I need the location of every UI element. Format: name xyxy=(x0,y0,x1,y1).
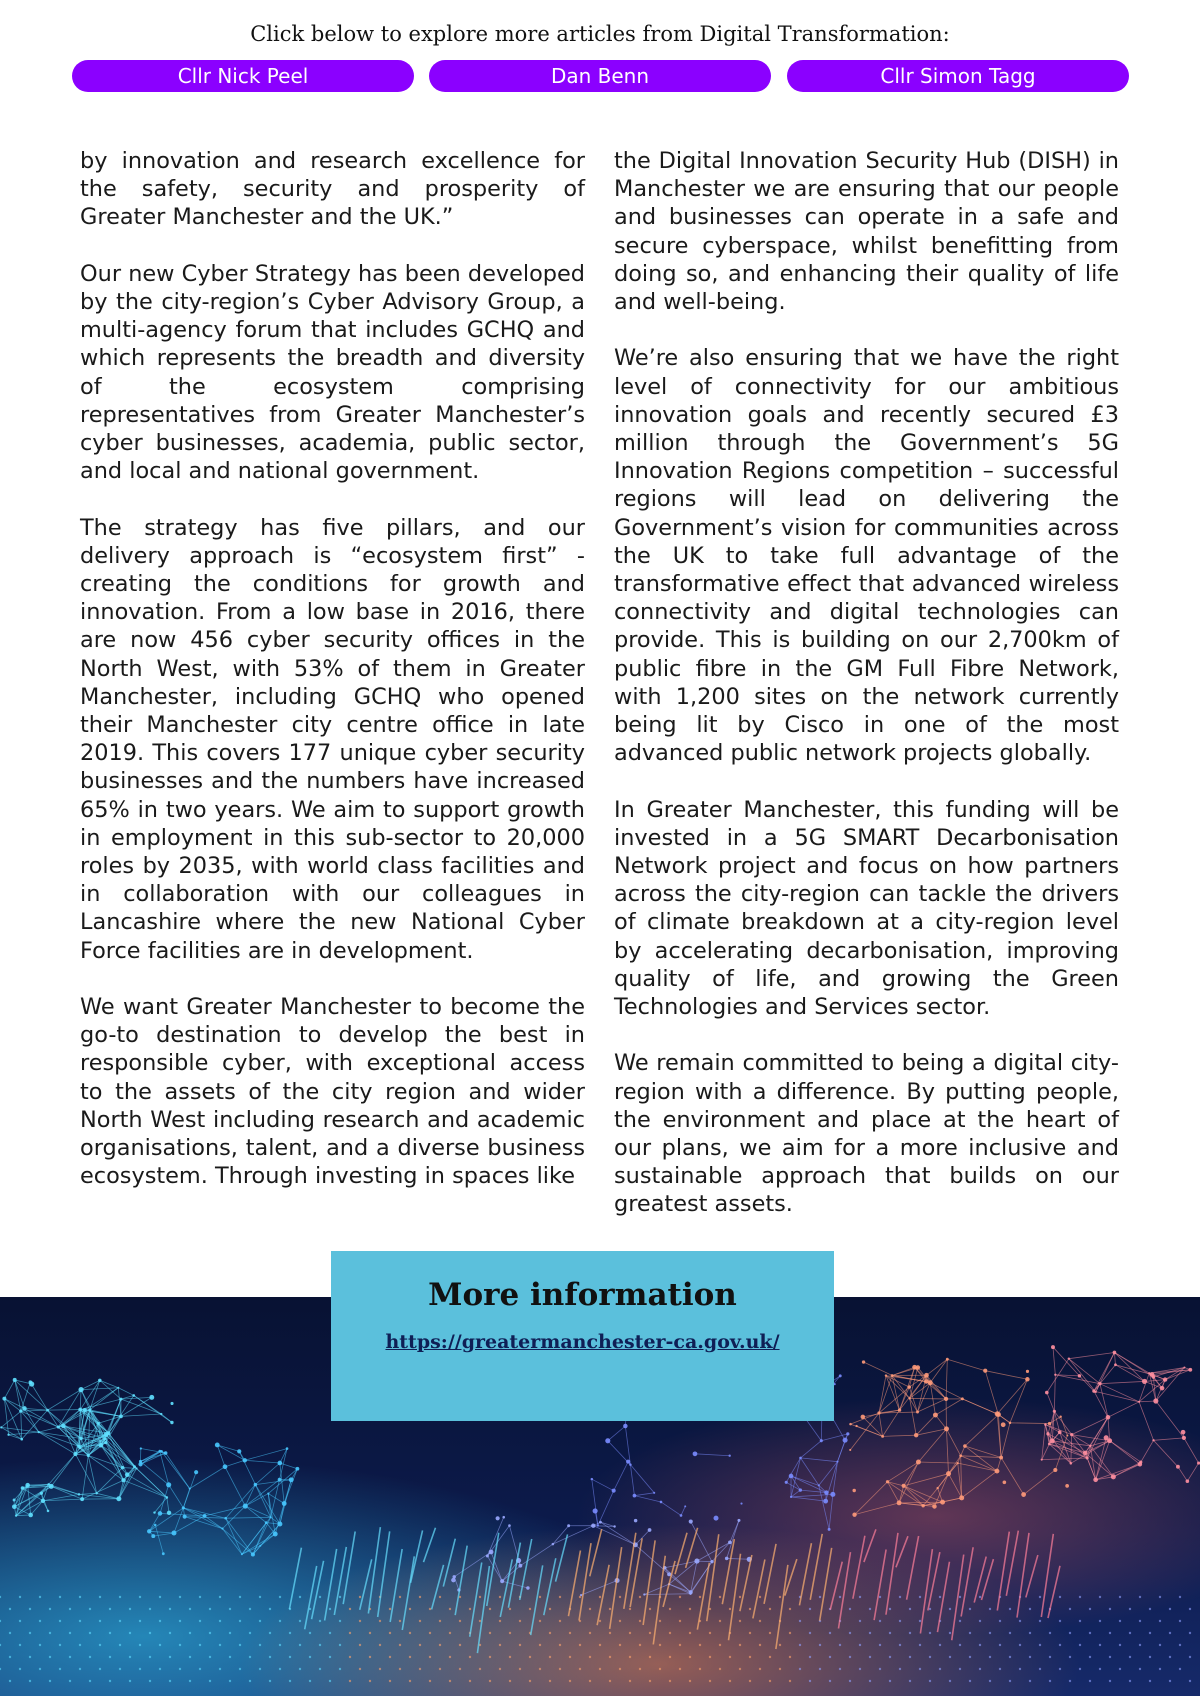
paragraph: by innovation and research excellence for the safety, security and prosperity of Greater Manchester and the UK.” xyxy=(80,148,585,231)
paragraph: We’re also ensuring that we have the right level of connectivity for our ambitious innovation goals and recently secured £3 million through the Government’s 5G Innovation Regions competition – successful regions will lead on delivering the Government’s vision for communities across the UK to take full advantage of the transformative effect that advanced wireless connectivity and digital technologies can provide. This is building on our 2,700km of public fibre in the GM Full Fibre Network, with 1,200 sites on the network currently being lit by Cisco in one of the most advanced public network projects globally. xyxy=(614,345,1119,767)
explore-heading: Click below to explore more articles from Digital Transformation: xyxy=(250,22,950,46)
paragraph: We remain committed to being a digital city-region with a difference. By putting people, the environment and place at the heart of our plans, we aim for a more inclusive and sustainable approach that builds on our greatest assets. xyxy=(614,1050,1119,1218)
article-nav-buttons xyxy=(72,60,1129,92)
article-column-left xyxy=(80,147,585,1190)
paragraph: We want Greater Manchester to become the go-to destination to develop the best in responsible cyber, with exceptional access to the assets of the city region and wider North West including research and academic organisations, talent, and a diverse business ecosystem. Through investing in spaces like xyxy=(80,994,585,1190)
paragraph: Our new Cyber Strategy has been developed by the city-region’s Cyber Advisory Group, a multi-agency forum that includes GCHQ and which represents the breadth and diversity of the ecosystem comprising representatives from Greater Manchester’s cyber businesses, academia, public sector, and local and national government. xyxy=(80,260,585,485)
article-button-simon-tagg[interactable]: Cllr Simon Tagg xyxy=(787,60,1129,92)
paragraph: The strategy has five pillars, and our delivery approach is “ecosystem first” - creating the conditions for growth and innovation. From a low base in 2016, there are now 456 cyber security offices in the North West, with 53% of them in Greater Manchester, including GCHQ who opened their Manchester city centre office in late 2019. This covers 177 unique cyber security businesses and the numbers have increased 65% in two years. We aim to support growth in employment in this sub-sector to 20,000 roles by 2035, with world class facilities and in collaboration with our colleagues in Lancashire where the new National Cyber Force facilities are in development. xyxy=(80,514,585,964)
article-column-right xyxy=(614,147,1119,1219)
paragraph: the Digital Innovation Security Hub (DISH) in Manchester we are ensuring that our people and businesses can operate in a safe and secure cyberspace, whilst benefitting from doing so, and enhancing their quality of life and well-being. xyxy=(614,148,1119,316)
more-information-title: More information xyxy=(428,1277,737,1313)
article-button-nick-peel[interactable]: Cllr Nick Peel xyxy=(72,60,414,92)
article-button-dan-benn[interactable]: Dan Benn xyxy=(429,60,771,92)
paragraph: In Greater Manchester, this funding will be invested in a 5G SMART Decarbonisation Network project and focus on how partners across the city-region can tackle the drivers of climate breakdown at a city-region level by accelerating decarbonisation, improving quality of life, and growing the Green Technologies and Services sector. xyxy=(614,796,1119,1021)
website-link[interactable]: https://greatermanchester-ca.gov.uk/ xyxy=(385,1331,780,1353)
more-information-box xyxy=(331,1251,834,1421)
